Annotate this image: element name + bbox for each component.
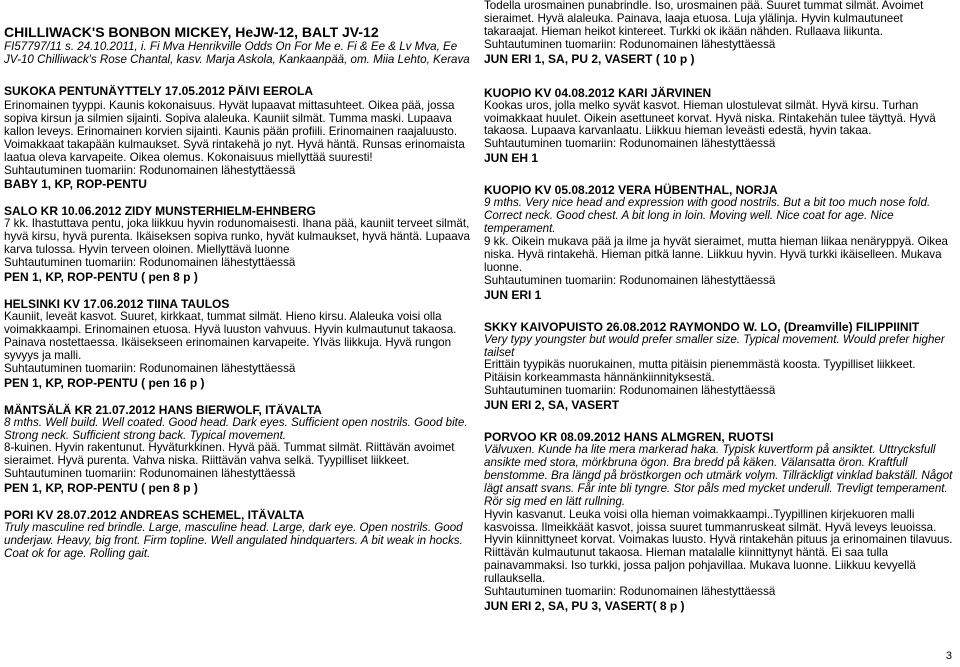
temperament-text: Suhtautuminen tuomariin: Rodunomainen lähestyttäessä [4,361,296,375]
temperament-text: Suhtautuminen tuomariin: Rodunomainen lähestyttäessä [4,256,296,270]
show-entry [484,86,954,166]
dog-title: CHILLIWACK'S BONBON MICKEY, HeJW-12, BALT JV-12 [4,24,379,40]
show-entry [4,403,474,496]
critique-text: 9 kk. Oikein mukava pää ja ilme ja hyvät sieraimet, mutta hieman liikaa nenäryppyä. Oikea niska. Hyvä rintakehä. Hieman pitkä lanne. Liikkuu hyvin. Hyvä turkki ikäiselleen. Mukava luonne. [484,234,948,274]
show-result: PEN 1, KP, ROP-PENTU ( pen 16 p ) [4,375,205,390]
show-entry [484,183,954,301]
show-entry [484,430,954,613]
show-result: JUN ERI 2, SA, PU 3, VASERT( 8 p ) [484,599,685,613]
show-header: KUOPIO KV 04.08.2012 KARI JÄRVINEN [484,85,712,100]
critique-english: Truly masculine red brindle. Large, masculine head. Large, dark eye. Open nostrils. Good underjaw. Heavy, big front. Firm topline. Well angulated hindquarters. A bit weak in hocks. Coat ok for age. Rolling gait. [4,521,463,560]
continuation-entry [484,0,954,66]
critique-english: 8 mths. Well build. Well coated. Good head. Dark eyes. Sufficient open nostrils. Good bite. Strong neck. Sufficient strong back. Typical movement. [4,415,468,442]
critique-english: 9 mths. Very nice head and expression with good nostrils. But a bit too much nose fold. Correct neck. Good chest. A bit long in loin. Moving well. Nice coat for age. Nice temperament. [484,196,931,236]
show-entry [484,320,954,413]
critique-text: Todella urosmainen punabrindle. Iso, urosmainen pää. Suuret tummat silmät. Avoimet sieraimet. Hyvä alaleuka. Painava, laaja etuosa. Luja ylälinja. Hyvin kulmautuneet takaraajat. Hieman heikot kintereet. Turkki ok ikään nähden. Rullaava liikunta. [484,0,924,38]
show-header: PORVOO KR 08.09.2012 HANS ALMGREN, RUOTSI [484,430,774,445]
show-result: JUN ERI 1, SA, PU 2, VASERT ( 10 p ) [484,51,695,66]
critique-text: Kookas uros, jolla melko syvät kasvot. Hieman ulostulevat silmät. Hyvä kirsu. Turhan voimakkaat huulet. Oikein asettuneet korvat. Hyvä niska. Rintakehän tulee täyttyä. Hyvä takaosa. Lupaava karvanlaatu. Liikkuu hieman leveästi edestä, hyvin takaa. [484,98,936,138]
critique-text: 7 kk. Ihastuttava pentu, joka liikkuu hyvin rodunomaisesti. Ihana pää, kauniit terveet silmät, hyvä kirsu, hyvä purenta. Ikäiseksen sopiva runko, hyvät kulmaukset, hyvä häntä. Lupaava karva tulossa. Hyvin terveen oloinen. Miellyttävä luonne [4,217,470,257]
show-header: SUKOKA PENTUNÄYTTELY 17.05.2012 PÄIVI EEROLA [4,84,313,98]
temperament-text: Suhtautuminen tuomariin: Rodunomainen lähestyttäessä [4,163,296,177]
show-result: JUN ERI 1 [484,287,542,302]
critique-english: Very typy youngster but would prefer smaller size. Typical movement. Would prefer higher tailset [484,332,945,359]
show-entry [4,84,474,191]
show-header: KUOPIO KV 05.08.2012 VERA HÜBENTHAL, NORJA [484,183,778,198]
critique-swedish: Välvuxen. Kunde ha lite mera markerad haka. Typisk kuvertform på ansiktet. Uttrycksfull ansikte med stora, mörkbruna ögon. Bra bredd på käken. Välansatta öron. Kraftfull benstomme. Bra längd på bröstkorgen och utmärk volym. Tillräckligt vinklad bakställ. Något lägt ansatt svans. Får inte bli tyngre. Stor påls med mycket underull. Trevligt temperament. Rör sig med en lätt rullning. [484,443,953,508]
show-result: PEN 1, KP, ROP-PENTU ( pen 8 p ) [4,481,198,496]
show-result: PEN 1, KP, ROP-PENTU ( pen 8 p ) [4,270,198,285]
critique-text: Erittäin tyypikäs nuorukainen, mutta pitäisin pienemmästä koosta. Tyypilliset liikkeet. Pitäisin korkeammasta hännänkiinnityksestä. [484,358,916,385]
show-result: JUN EH 1 [484,151,539,166]
show-header: PORI KV 28.07.2012 ANDREAS SCHEMEL, ITÄVALTA [4,508,305,523]
temperament-text: Suhtautuminen tuomariin: Rodunomainen lähestyttäessä [484,37,776,51]
critique-text: Hyvin kasvanut. Leuka voisi olla hieman voimakkaampi..Tyypillinen kirjekuoren malli kasvoissa. Ilmeikkäät kasvot, joissa suuret tummanruskeat silmät. Hyvä leveys leuoissa. Hyvin kiinnittyneet korvat. Voimakas luusto. Hyvä rintakehän pituus ja erinomainen tilavuus. Riittävän kulmautunut takaosa. Hieman matalalle kiinnittynyt häntä. Ei saa tulla painavammaksi. Iso turkki, jossa paljon pohjavillaa. Mukava luonne. Liikkuu kevyellä rullauksella. [484,507,953,586]
show-entry [4,204,474,284]
left-column [4,0,474,561]
critique-text: Erinomainen tyyppi. Kaunis kokonaisuus. Hyvät lupaavat mittasuhteet. Oikea pää, jossa sopiva kirsun ja silmien sijainti. Sopiva alaleuka. Kauniit silmät. Tumma maski. Lupaava kallon leveys. Erinomainen korvien sijainti. Kaunis pään profiili. Erinomainen raajaluusto. Voimakkaat takapään kulmaukset. Syvä rintakehä jo nyt. Hyvä häntä. Runsas erinomaista laatua oleva karvapeite. Oikea olemus. Kokonaisuus miellyttää suuresti! [4,99,465,164]
show-entry [4,508,474,561]
show-header: MÄNTSÄLÄ KR 21.07.2012 HANS BIERWOLF, ITÄVALTA [4,402,322,417]
temperament-text: Suhtautuminen tuomariin: Rodunomainen lähestyttäessä [484,273,776,287]
show-entry [4,297,474,390]
show-header: SKKY KAIVOPUISTO 26.08.2012 RAYMONDO W. LO, (Dreamville) FILIPPIINIT [484,319,920,334]
critique-text: 8-kuinen. Hyvin rakentunut. Hyväturkkinen. Hyvä pää. Tummat silmät. Riittävän avoimet sieraimet. Hyvä purenta. Vahva niska. Riittävän vahva selkä. Tyypilliset liikkeet. [4,441,455,468]
show-header: SALO KR 10.06.2012 ZIDY MUNSTERHIELM-EHNBERG [4,204,316,219]
page-number: 3 [945,650,952,662]
show-header: HELSINKI KV 17.06.2012 TIINA TAULOS [4,297,230,312]
temperament-text: Suhtautuminen tuomariin: Rodunomainen lähestyttäessä [484,137,776,151]
show-result: BABY 1, KP, ROP-PENTU [4,177,147,192]
show-result: JUN ERI 2, SA, VASERT [484,398,620,413]
temperament-text: Suhtautuminen tuomariin: Rodunomainen lähestyttäessä [4,467,296,481]
right-column [484,0,954,613]
dog-pedigree: FI57797/11 s. 24.10.2011, i. Fi Mva Henrikville Odds On For Me e. Fi & Ee & Lv Mva, Ee JV-10 Chilliwack's Rose Chantal, kasv. Marja Askola, Kankaanpää, om. Miia Lehto, Kerava [4,40,470,66]
critique-text: Kauniit, leveät kasvot. Suuret, kirkkaat, tummat silmät. Hieno kirsu. Alaleuka voisi olla voimakkaampi. Erinomainen etuosa. Hyvä luuston vahvuus. Hyvin kulmautunut takaosa. Painava nostettaessa. Ikäisekseen erinomainen karvapeite. Ylväs liikkuja. Hyvä rungon syvyys ja malli. [4,310,457,362]
temperament-text: Suhtautuminen tuomariin: Rodunomainen lähestyttäessä [484,384,776,398]
temperament-text: Suhtautuminen tuomariin: Rodunomainen lähestyttäessä [484,585,776,599]
